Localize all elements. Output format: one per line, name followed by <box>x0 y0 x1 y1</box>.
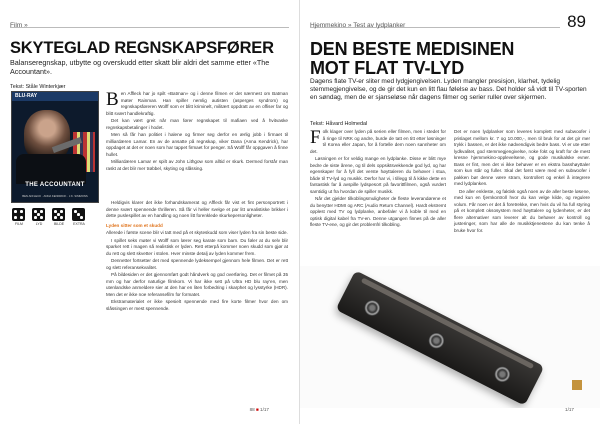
headline-line-2: MOT FLAT TV-LYD <box>310 57 464 78</box>
paragraph: Allerede i første scene blir vi tatt med på et skyteskudd som viser lyden fra sin beste side. <box>106 230 288 236</box>
brand-logo-icon <box>572 380 582 390</box>
paragraph: Det er noen lydplanker som leveres komplett med subwoofer i prislaget mellom kr. 7 og 10.000,-, men til bruk for at det gir mer trykk i bassen, er det ikke nødvendigvis bedre bass. Vi er ute etter lydkvalitet, god stemmegjengivelse, noke fokt og kraft for de mest kresne hjemmekino-opplevelsene, og gode musikalske evner. Bass er fint, men det vi ikke behøver er en ekstra basshøyttaler som kun står og fuller. Skal det først være med en subwoofer i pakken bør denne være stram, kontrollert og enkel å integrere med lydplanken. <box>454 129 590 187</box>
right-section-label[interactable]: Hjemmekino » Test av lydplanker <box>310 22 406 29</box>
left-body-top <box>106 91 288 173</box>
paragraph: Når det gjelder tilkoblingsmuligheter de fleste leverandørene et du benytter HDMI og ARC (Audio Return Channel). Hardt ekstremt opplest med TV og lydplanke, anbefaler vi å koble til med en optisk digital kabel fra TV-en. Denne utgangen finnes på de aller fleste TV-ene, og gir det problemfri tilkobling. <box>310 196 446 228</box>
paragraph: Det kan vært greit når man fører regnskapet til mafiaen ved å hvitvaske regnskapsbetalinger i hodet. <box>106 118 288 130</box>
right-byline: Tekst: Håvard Holmedal <box>310 121 368 127</box>
right-header-rule <box>310 14 560 28</box>
left-footer: 88 ■ 1/17 <box>249 407 269 412</box>
paragraph: I spillet seks møter vi Wolff som lærer seg karate som barn. Du føler at du selv blir sparket rett i magen så realistisk er lyden. Rett etterpå kommer noen skudd som gjør at du rett og slett skvetter i stolen. Hver minste detalj av lyden kommer frem. <box>106 237 288 256</box>
rating-label: LYD <box>35 222 43 226</box>
cover-credit: BEN AFFLECK · ANNA KENDRICK · J.K. SIMMONS <box>22 194 88 198</box>
cover-title: THE ACCOUNTANT <box>25 182 85 188</box>
left-byline: Tekst: Ståle Winterkjær <box>10 84 66 90</box>
driver-icon <box>492 363 514 385</box>
paragraph: olk klager over lyden på serien eller filmen, men i stedet for å ringe til NRK og andre, burde de tatt en titt etter løsninger til Korea eller Japan, for å fortelle dem noen sannheter om det. <box>310 129 446 154</box>
right-standfirst: Dagens flate TV-er sliter med lydgjengivelsen. Lyden mangler presisjon, klarhet, tydelig stemmegjengivelse, og de gir det kun en litt flau følelse av bass. Det holder så vidt til TV-sporten en søndag, men de er sjanseløse når dagens filmer og serier ruller over skjermen. <box>310 78 587 101</box>
right-col-1 <box>310 129 446 230</box>
paragraph: Milliardæren Lamar er spilt av John Lithgow som alltid er skurk. Dermed forstår man raskt at det blir mer trøbbel, skyting og slåssing. <box>106 159 288 171</box>
right-page <box>300 0 600 424</box>
die-five-icon <box>52 208 65 221</box>
left-headline: SKYTEGLAD REGNSKAPSFØRER <box>10 39 274 57</box>
paragraph: Heldigvis klarer det ikke forhandskamerat og Affleck får vist et fint personportrett i denne svært spennende thrilleren. Så får vi heller svelge et par litt urealistiske brikker i dette puslespillet av en handling og noen litt forenklede skurkepersonligheter. <box>106 200 288 219</box>
paragraph: De aller enkleste, og faktisk også noen av de aller beste løsene, med kun en fjernkontroll hvor du kan velge kilde, og regulere volum. Får noen er det å foretrekke, men hvis du vil ha full styring på et komplett oksosystem med høyttalere og lydenheter, er det flere alternativer som leverer alt du behøver av kontroll og justeringer, som har alle de musikktjenestene du kan tenke å bruke hvor for. <box>454 188 590 233</box>
right-col-2 <box>454 129 590 235</box>
right-footer: 1/17 <box>565 407 574 412</box>
dropcap: B <box>106 89 119 110</box>
paragraph: På bildesiden er det gjennomført godt håndverk og god overføring. Det er filmet på 35 mm og har derfor naturlige filmkorn. Vi har ikke sett på Ultra HD blu ray’en, men utenlandske anmeldere sier at den har en liten forbedring i skarphet og lysstyrke (HDR). Men det er ikke noe referansefilm for formatet. <box>106 272 288 297</box>
paragraph: Dennetter fortsetter det med spennende lydeksempel gjennom hele filmen. Det er rett og slett referansekvalitet. <box>106 258 288 270</box>
die-five-icon <box>32 208 45 221</box>
right-headline <box>310 40 590 78</box>
bluray-cover-image <box>11 91 99 203</box>
bluray-logo: BLU-RAY <box>15 93 38 99</box>
subheading: Lyden sitter som et skudd <box>106 222 163 228</box>
paragraph: Løsningen er for veldig mange en lydplanke. Disse er blitt mye bedre de siste årene, og til dels oppsiktsvekkende god lyd, og har egenskaper for å fyll det verste høyttaleren du behøver i stua, både til TV-lyd og musikk. Derfor har vi, i tillegg til å kikke dette en fantastisk far å avspille lydspesort på favorittfilmen, også vurdert samtidig ut fra hvordan de spiller musikk. <box>310 156 446 194</box>
dropcap: F <box>310 127 321 148</box>
page-number: 89 <box>567 12 586 31</box>
paragraph: Ekstramaterialet er ikke spesielt spennende med fire korte filmer hvor den om slåssingen er mest spennende. <box>106 299 288 311</box>
rating-film <box>12 208 26 226</box>
left-footer-issue: 1/17 <box>260 407 269 412</box>
rating-label: EXTRA <box>73 222 85 226</box>
headline-line-1: DEN BESTE MEDISINEN <box>310 39 515 59</box>
rating-label: BILDE <box>53 222 65 226</box>
left-body-bottom <box>106 200 288 313</box>
die-three-icon <box>72 208 85 221</box>
actor-silhouette <box>16 154 86 184</box>
soundbar-photo <box>300 266 600 408</box>
rating-extra <box>72 208 86 226</box>
driver-icon <box>361 297 383 319</box>
rating-lyd <box>32 208 46 226</box>
left-section-label[interactable]: Film » <box>10 22 28 29</box>
rating-label: FILM <box>15 222 23 226</box>
ratings-row <box>12 208 86 226</box>
soundbar <box>336 270 545 405</box>
die-four-icon <box>12 208 25 221</box>
paragraph: en Affleck har jo spilt «Batman» og i denne filmen er det nærmest om Batman møter Rainman. Han spiller nemlig autisten (asperges syndrom) og regnskapsføreren Wolff som er blitt kriminelt, militært oppdratt av en offiser far og blitt svært handlekraftig. <box>106 91 288 116</box>
left-footer-page: 88 <box>249 407 255 412</box>
paragraph: Men så får han politiet i halene og firmer seg derfor en ærlig jobb i firmaet til milliardæren Lamar. En av de ansatte på regnskap, viker Dana (Anna Kendrick), har oppdaget at det er noen som har tappet firmaet for penger. Så Wolff får oppgaven å finne hullet. <box>106 132 288 157</box>
left-standfirst: Balanseregnskap, utbytte og overskudd etter skatt blir aldri det samme etter «The Accountant». <box>10 58 270 76</box>
rating-bilde <box>52 208 66 226</box>
left-header-rule <box>10 14 289 28</box>
driver-icon <box>426 330 448 352</box>
